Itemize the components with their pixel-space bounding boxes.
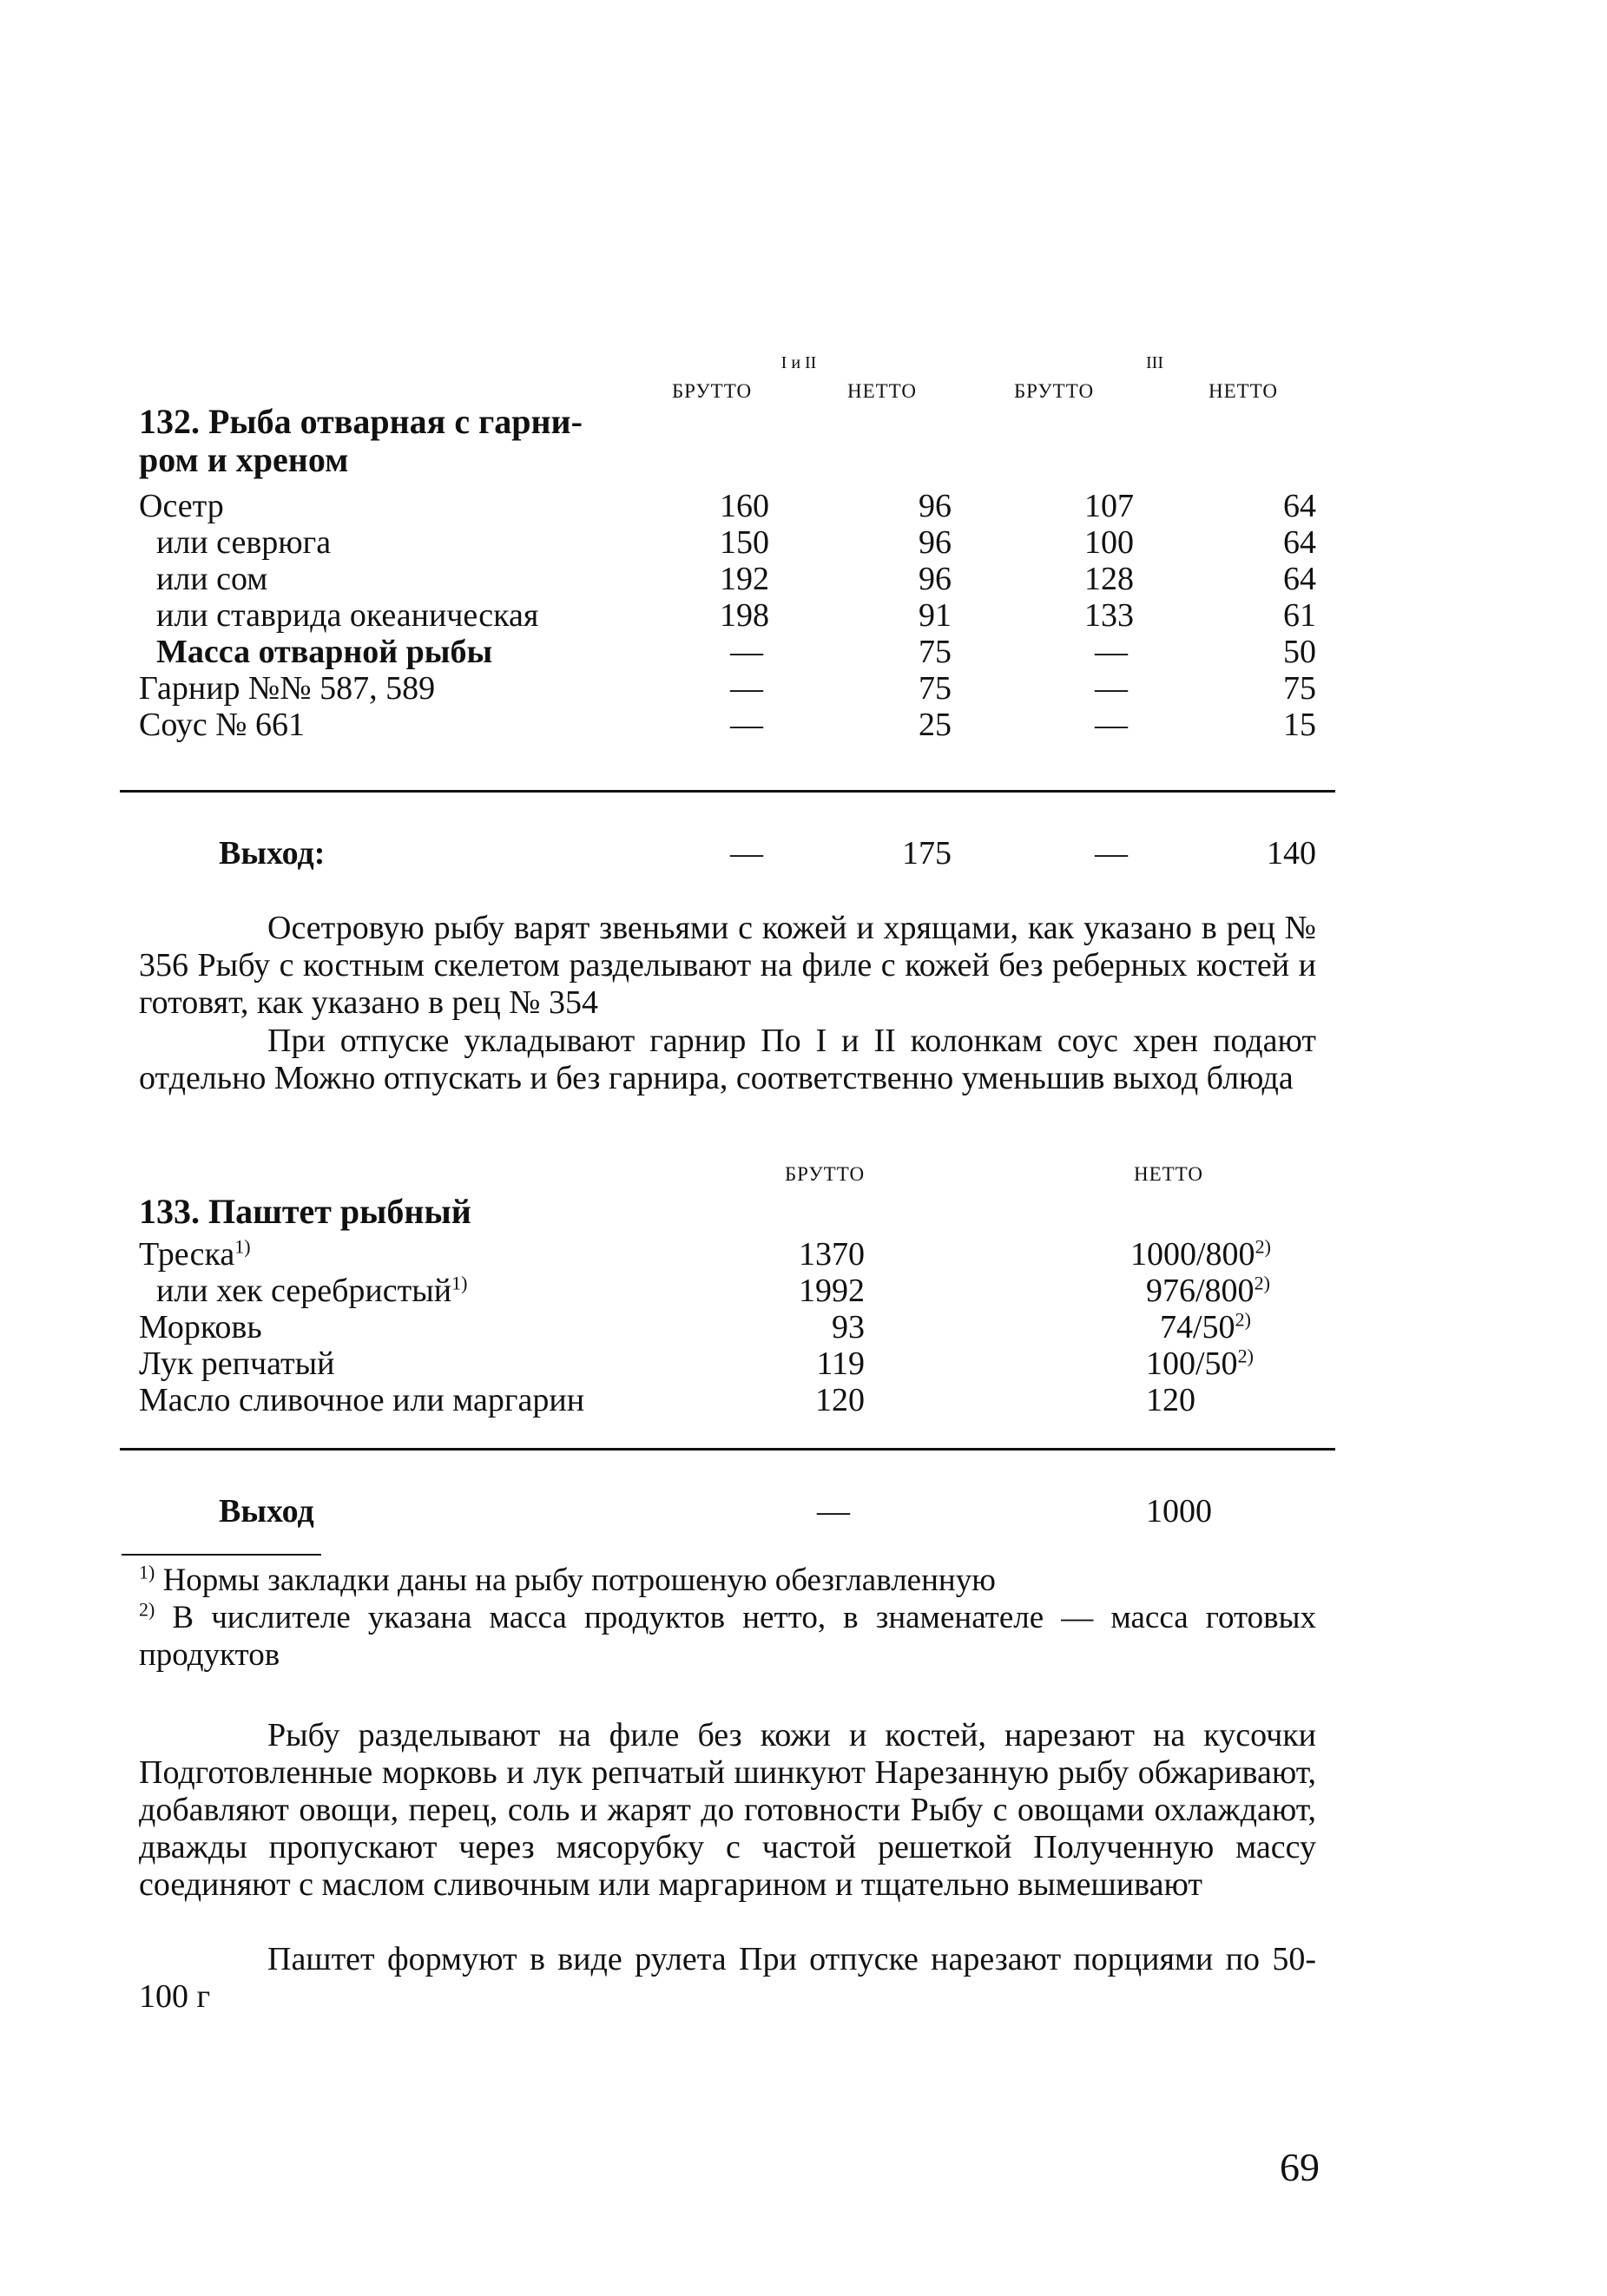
divider-rule: [120, 790, 1335, 793]
yield-label: Выход: [219, 1493, 314, 1530]
table-cell: 192: [720, 561, 769, 597]
footnote-ref: 1): [451, 1272, 468, 1294]
ingredient-label: Гарнир №№ 587, 589: [139, 670, 436, 707]
table-cell: 107: [1084, 488, 1134, 524]
footnote-text: Нормы закладки даны на рыбу потрошеную обезглавленную: [162, 1562, 996, 1598]
yield-label: Выход:: [219, 835, 326, 872]
table-cell: 160: [720, 488, 769, 524]
table-cell: 100: [1084, 524, 1134, 561]
ingredient-name: Морковь: [139, 1309, 262, 1345]
table-cell: 96: [919, 488, 952, 524]
ingredient-name: Треска: [139, 1236, 235, 1273]
column-header: БРУТТО: [671, 380, 753, 402]
table-cell: 198: [720, 597, 769, 634]
table-cell: —: [1095, 670, 1128, 707]
ingredient-label: Соус № 661: [139, 707, 306, 743]
footnote: [139, 1599, 1316, 1674]
yield-value: —: [730, 835, 763, 872]
column-header: НЕТТО: [846, 380, 918, 402]
table-cell: 1992: [799, 1273, 865, 1309]
table-cell: —: [730, 707, 763, 743]
footnote-ref: 2): [1255, 1235, 1271, 1258]
table-cell: 91: [919, 597, 952, 634]
ingredient-name: или хек серебристый: [156, 1273, 452, 1309]
table-cell: [1160, 1309, 1251, 1345]
ingredient-name: Лук репчатый: [139, 1345, 335, 1382]
value-text: 100/50: [1146, 1345, 1238, 1382]
yield-value: 175: [902, 835, 952, 872]
instructions-paragraph: Осетровую рыбу варят звеньями с кожей и хрящами, как указано в рец № 356 Рыбу с костным скелетом разделывают на филе с кожей без реберных костей и готовят, как указано в рец № 354: [139, 910, 1316, 1021]
table-cell: —: [1095, 707, 1128, 743]
ingredient-label: или сом: [156, 561, 268, 597]
page-number: 69: [1280, 2145, 1320, 2189]
yield-value: —: [817, 1493, 850, 1530]
table-cell: 119: [816, 1345, 865, 1382]
table-cell: 1370: [799, 1236, 865, 1273]
footnote-mark: 1): [139, 1561, 155, 1583]
column-group-label: III: [1146, 353, 1163, 372]
footnote-ref: 1): [234, 1235, 251, 1258]
ingredient-label: [139, 1309, 262, 1345]
ingredient-label: или ставрида океаническая: [156, 597, 539, 634]
table-cell: [1146, 1345, 1254, 1382]
footnote-ref: 2): [1235, 1308, 1251, 1331]
divider-rule: [120, 1448, 1335, 1451]
table-cell: 75: [919, 670, 952, 707]
footnote-ref: 2): [1254, 1272, 1270, 1294]
value-text: 120: [1146, 1382, 1195, 1418]
table-cell: 25: [919, 707, 952, 743]
table-cell: 64: [1283, 488, 1316, 524]
ingredient-label: [156, 1273, 467, 1309]
table-cell: 96: [919, 561, 952, 597]
footnote-separator: [122, 1554, 321, 1556]
instructions-paragraph: Паштет формуют в виде рулета При отпуске нарезают порциями по 50-100 г: [139, 1941, 1316, 2015]
column-header: НЕТТО: [1133, 1163, 1204, 1185]
footnote-ref: 2): [1237, 1345, 1254, 1367]
ingredient-label: [139, 1382, 584, 1418]
column-header: БРУТТО: [784, 1163, 866, 1185]
table-cell: —: [730, 634, 763, 670]
table-cell: —: [1095, 634, 1128, 670]
footnote-text: В числителе указана масса продуктов нетто, в знаменателе — масса готовых продуктов: [139, 1600, 1316, 1673]
instructions-paragraph: Рыбу разделывают на филе без кожи и костей, нарезают на кусочки Подготовленные морковь и лук репчатый шинкуют Нарезанную рыбу обжаривают, добавляют овощи, перец, соль и жарят до готовности Рыбу с овощами охлаждают, дважды пропускают через мясорубку с частой решеткой Полученную массу соединяют с маслом сливочным или маргарином и тщательно вымешивают: [139, 1717, 1316, 1903]
table-cell: 128: [1084, 561, 1134, 597]
table-cell: 50: [1283, 634, 1316, 670]
ingredient-label: Масса отварной рыбы: [156, 634, 493, 670]
ingredient-label: Осетр: [139, 488, 224, 524]
table-cell: 64: [1283, 561, 1316, 597]
yield-value: —: [1095, 835, 1128, 872]
table-cell: —: [730, 670, 763, 707]
table-cell: 96: [919, 524, 952, 561]
yield-value: 140: [1267, 835, 1316, 872]
column-header: НЕТТО: [1208, 380, 1279, 402]
table-cell: 64: [1283, 524, 1316, 561]
value-text: 74/50: [1160, 1309, 1235, 1345]
ingredient-name: Масло сливочное или маргарин: [139, 1382, 585, 1418]
footnote: [139, 1562, 996, 1599]
table-cell: 61: [1283, 597, 1316, 634]
recipe-title: 133. Паштет рыбный: [139, 1192, 471, 1231]
table-cell: 75: [919, 634, 952, 670]
table-cell: [1130, 1236, 1271, 1273]
table-cell: 133: [1084, 597, 1134, 634]
table-cell: 120: [815, 1382, 865, 1418]
table-cell: 15: [1283, 707, 1316, 743]
footnote-mark: 2): [139, 1598, 155, 1621]
yield-value: 1000: [1146, 1493, 1212, 1530]
value-text: 976/800: [1146, 1273, 1255, 1309]
table-cell: [1146, 1382, 1195, 1418]
table-cell: [1146, 1273, 1270, 1309]
table-cell: 75: [1283, 670, 1316, 707]
ingredient-label: [139, 1236, 251, 1273]
column-group-label: I и II: [780, 353, 817, 372]
instructions-paragraph: При отпуске укладывают гарнир По I и II колонкам соус хрен подают отдельно Можно отпускать и без гарнира, соответственно уменьшив выход блюда: [139, 1023, 1316, 1096]
recipe-title-continuation: ром и хреном: [139, 440, 349, 479]
value-text: 1000/800: [1130, 1236, 1255, 1273]
ingredient-label: или севрюга: [156, 524, 332, 561]
table-cell: 93: [832, 1309, 865, 1345]
recipe-title: 132. Рыба отварная с гарни-: [139, 402, 583, 441]
column-header: БРУТТО: [1013, 380, 1095, 402]
table-cell: 150: [720, 524, 769, 561]
ingredient-label: [139, 1345, 334, 1382]
